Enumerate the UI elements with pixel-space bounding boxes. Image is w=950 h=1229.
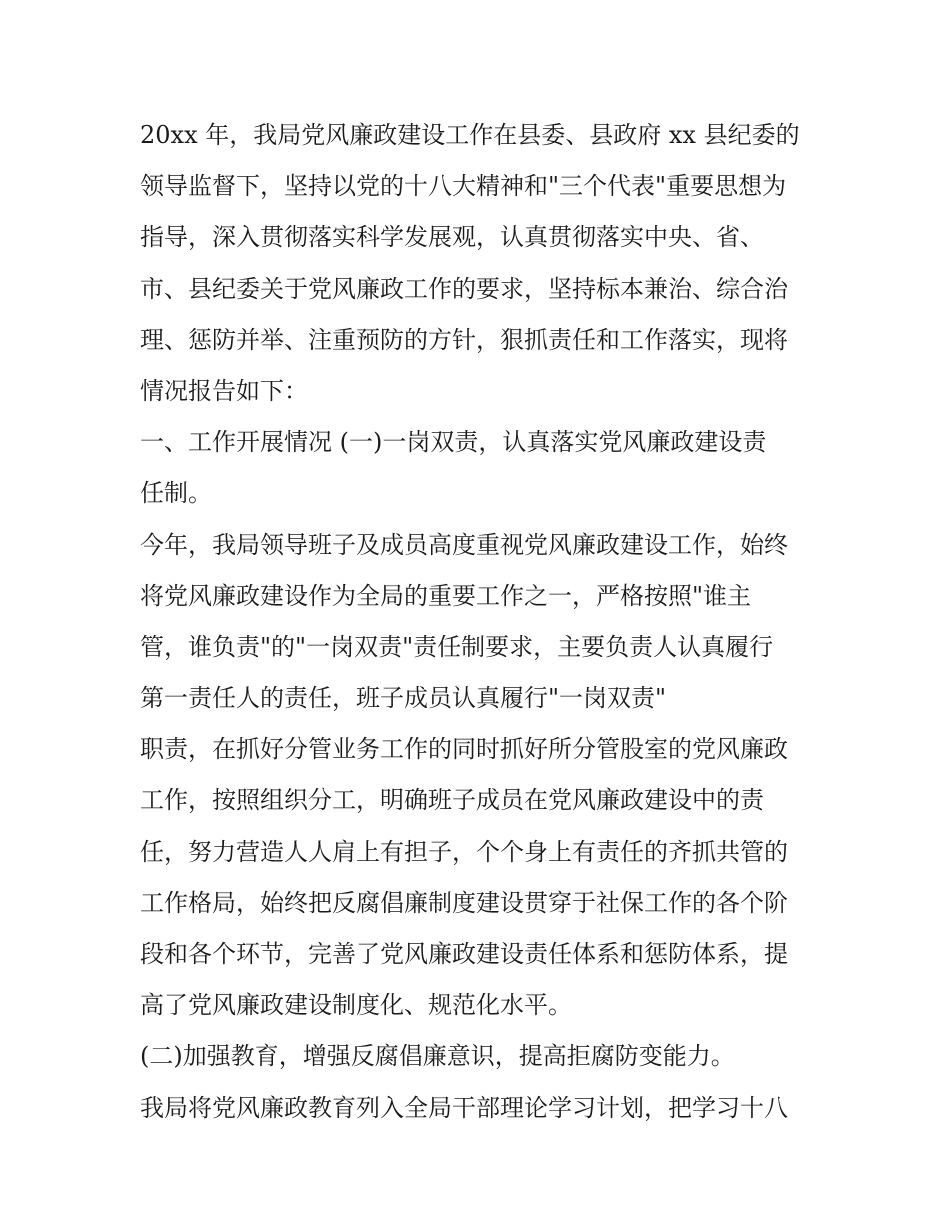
subsection-heading-line: (二)加强教育，增强反腐倡廉意识，提高拒腐防变能力。: [140, 1042, 735, 1071]
text-line: 管，谁负责"的"一岗双责"责任制要求，主要负责人认真履行: [140, 632, 774, 661]
text-line: 职责，在抓好分管业务工作的同时抓好所分管股室的党风廉政: [140, 735, 788, 764]
text-line: 任，努力营造人人肩上有担子，个个身上有责任的齐抓共管的: [140, 837, 788, 866]
text-line: 第一责任人的责任，班子成员认真履行"一岗双责": [140, 684, 667, 713]
text-line: 高了党风廉政建设制度化、规范化水平。: [140, 991, 572, 1020]
text-line: 20xx 年，我局党风廉政建设工作在县委、县政府 xx 县纪委的: [140, 121, 800, 149]
section-heading-line: 任制。: [140, 479, 212, 508]
document-body: [140, 110, 820, 1134]
text-line: 将党风廉政建设作为全局的重要工作之一，严格按照"谁主: [140, 581, 752, 610]
text-line: 情况报告如下：: [140, 376, 308, 405]
text-line: 市、县纪委关于党风廉政工作的要求，坚持标本兼治、综合治: [140, 274, 788, 303]
text-line: 工作，按照组织分工，明确班子成员在党风廉政建设中的责: [140, 786, 764, 815]
text-line: 领导监督下，坚持以党的十八大精神和"三个代表"重要思想为: [140, 172, 787, 201]
text-line: 工作格局，始终把反腐倡廉制度建设贯穿于社保工作的各个阶: [140, 888, 788, 917]
text-line: 段和各个环节，完善了党风廉政建设责任体系和惩防体系，提: [140, 940, 788, 968]
text-line: 理、惩防并举、注重预防的方针，狠抓责任和工作落实，现将: [140, 325, 788, 354]
text-line: 我局将党风廉政教育列入全局干部理论学习计划，把学习十八: [140, 1093, 788, 1122]
text-line: 指导，深入贯彻落实科学发展观，认真贯彻落实中央、省、: [140, 223, 764, 252]
text-line: 今年，我局领导班子及成员高度重视党风廉政建设工作，始终: [140, 530, 788, 559]
section-heading-line: 一、工作开展情况 (一)一岗双责，认真落实党风廉政建设责: [140, 428, 767, 457]
